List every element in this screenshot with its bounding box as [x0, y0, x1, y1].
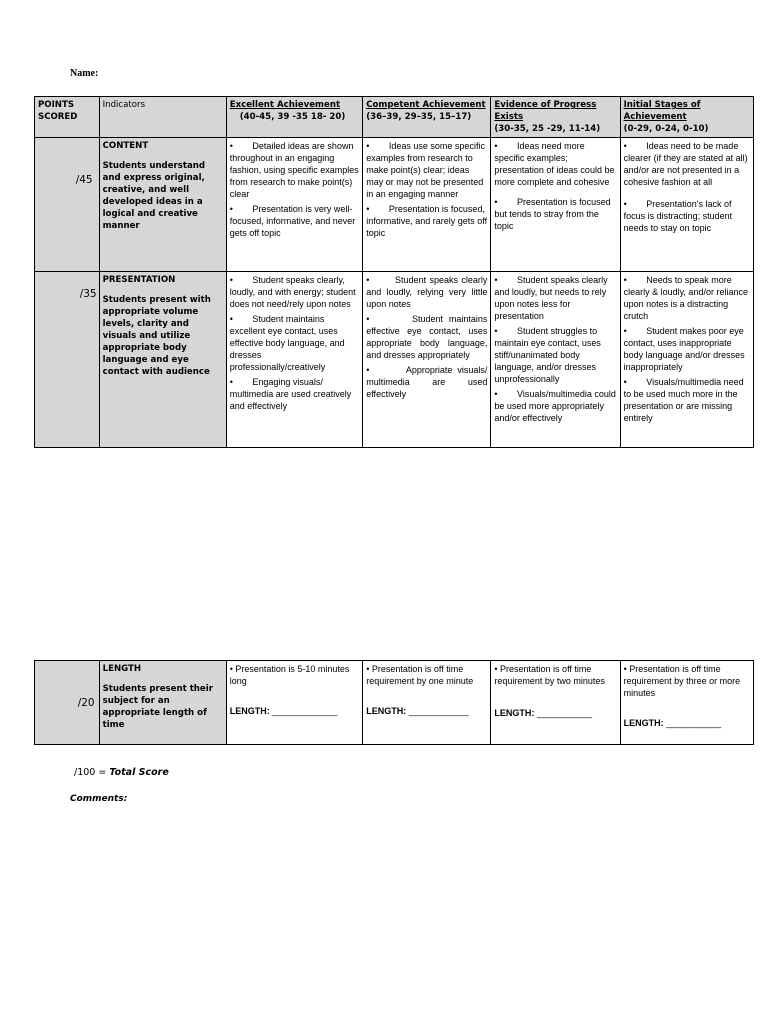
criteria-cell [226, 272, 363, 448]
level-range: (0-29, 0-24, 0-10) [623, 124, 709, 134]
indicator-title: CONTENT [102, 141, 149, 151]
level-header-initial [620, 97, 753, 138]
indicator-title: LENGTH [102, 664, 142, 674]
level-title: Competent Achievement [366, 100, 486, 110]
criteria-bullet: • Student speaks clearly and loudly, but needs to rely upon notes less for presentation [494, 275, 608, 321]
level-title: Excellent Achievement [229, 100, 341, 110]
criteria-text: • Presentation is off time requirement by three or more minutes [623, 664, 741, 698]
name-label: Name: [70, 68, 99, 79]
criteria-bullet: • Needs to speak more clearly & loudly, and/or reliance upon notes is a distracting crutch [623, 275, 748, 321]
header-row [35, 97, 754, 138]
criteria-cell [491, 272, 620, 448]
indicator-cell [99, 661, 226, 745]
criteria-bullet: • Presentation is very well-focused, informative, and never gets off topic [229, 204, 356, 238]
criteria-cell [363, 272, 491, 448]
level-header-excellent [226, 97, 363, 138]
criteria-bullet: • Student struggles to maintain eye contact, uses stiff/unanimated body language, and/or dresses unprofessionally [494, 326, 601, 384]
points-cell: /35 [35, 272, 100, 448]
total-score-line [74, 767, 169, 778]
criteria-cell [363, 138, 491, 272]
level-range: (36–39, 29–35, 15–17) [366, 112, 472, 122]
criteria-cell [491, 138, 620, 272]
criteria-bullet: • Ideas use some specific examples from research to make point(s) clear; ideas may or may not be presented in an engaging manner [366, 141, 485, 199]
comments-label: Comments: [70, 794, 128, 804]
presentation-row [35, 272, 754, 448]
rubric-table [34, 96, 754, 448]
level-header-progress [491, 97, 620, 138]
level-header-competent [363, 97, 491, 138]
criteria-bullet: • Ideas need to be made clearer (if they are stated at all) and/or are not presented in a cohesive fashion at all [623, 141, 748, 187]
length-row [35, 661, 754, 745]
criteria-cell [620, 661, 753, 745]
criteria-bullet: • Student speaks clearly, loudly, and with energy; student does not need/rely upon notes [229, 275, 356, 309]
indicator-description: Students present with appropriate volume levels, clarity and visuals and utilize appropriate body language and eye contact with audience [102, 295, 211, 377]
indicator-description: Students present their subject for an appropriate length of time [102, 684, 213, 730]
length-field[interactable]: LENGTH: ___________ [494, 708, 592, 718]
criteria-cell [491, 661, 620, 745]
length-field[interactable]: LENGTH: ____________ [366, 706, 469, 716]
indicator-cell [99, 138, 226, 272]
criteria-bullet: • Engaging visuals/ multimedia are used creatively and effectively [229, 377, 352, 411]
criteria-bullet: • Appropriate visuals/ multimedia are used effectively [366, 365, 488, 399]
total-prefix: /100 = [74, 767, 107, 778]
content-row [35, 138, 754, 272]
criteria-bullet: • Presentation is focused, informative, and rarely gets off topic [366, 204, 488, 238]
indicators-header: Indicators [99, 97, 226, 138]
criteria-bullet: • Student maintains effective eye contact, uses appropriate body language, and dresses appropriately [366, 314, 488, 360]
criteria-bullet: • Student speaks clearly and loudly, relying very little upon notes [366, 275, 488, 309]
criteria-bullet: • Ideas need more specific examples; presentation of ideas could be more complete and cohesive [494, 141, 615, 187]
criteria-text: • Presentation is 5-10 minutes long [229, 664, 350, 686]
criteria-bullet: • Student makes poor eye contact, uses inappropriate body language and/or dresses inappropriately [623, 326, 745, 372]
length-field[interactable]: LENGTH: ___________ [623, 718, 722, 728]
criteria-cell [363, 661, 491, 745]
criteria-bullet: • Presentation is focused but tends to stray from the topic [494, 197, 611, 231]
length-field[interactable]: LENGTH: _____________ [229, 706, 338, 716]
points-cell: /45 [35, 138, 100, 272]
criteria-bullet: • Presentation's lack of focus is distracting; student needs to stay on topic [623, 199, 733, 233]
indicator-cell [99, 272, 226, 448]
indicator-title: PRESENTATION [102, 275, 176, 285]
criteria-bullet: • Student maintains excellent eye contact, uses effective body language, and dresses professionally/creatively [229, 314, 345, 372]
criteria-cell [226, 661, 363, 745]
criteria-cell [226, 138, 363, 272]
criteria-bullet: • Detailed ideas are shown throughout in an engaging fashion, using specific examples from research to make point(s) clear [229, 141, 359, 199]
indicator-description: Students understand and express original, creative, and well developed ideas in a logical and creative manner [102, 161, 206, 231]
criteria-text: • Presentation is off time requirement by one minute [366, 664, 474, 686]
level-title: Evidence of Progress Exists [494, 100, 597, 122]
level-title: Initial Stages of Achievement [623, 100, 701, 122]
criteria-cell [620, 138, 753, 272]
criteria-bullet: • Visuals/multimedia could be used more appropriately and/or effectively [494, 389, 616, 423]
level-range: (30-35, 25 -29, 11-14) [494, 124, 601, 134]
length-table [34, 660, 754, 745]
points-cell: /20 [35, 661, 100, 745]
total-score-label: Total Score [109, 767, 169, 778]
criteria-cell [620, 272, 753, 448]
points-scored-header: POINTS SCORED [35, 97, 100, 138]
criteria-bullet: • Visuals/multimedia need to be used much more in the presentation or are missing entirely [623, 377, 744, 423]
level-range: (40-45, 39 -35 18- 20) [239, 112, 346, 122]
criteria-text: • Presentation is off time requirement by two minutes [494, 664, 605, 686]
